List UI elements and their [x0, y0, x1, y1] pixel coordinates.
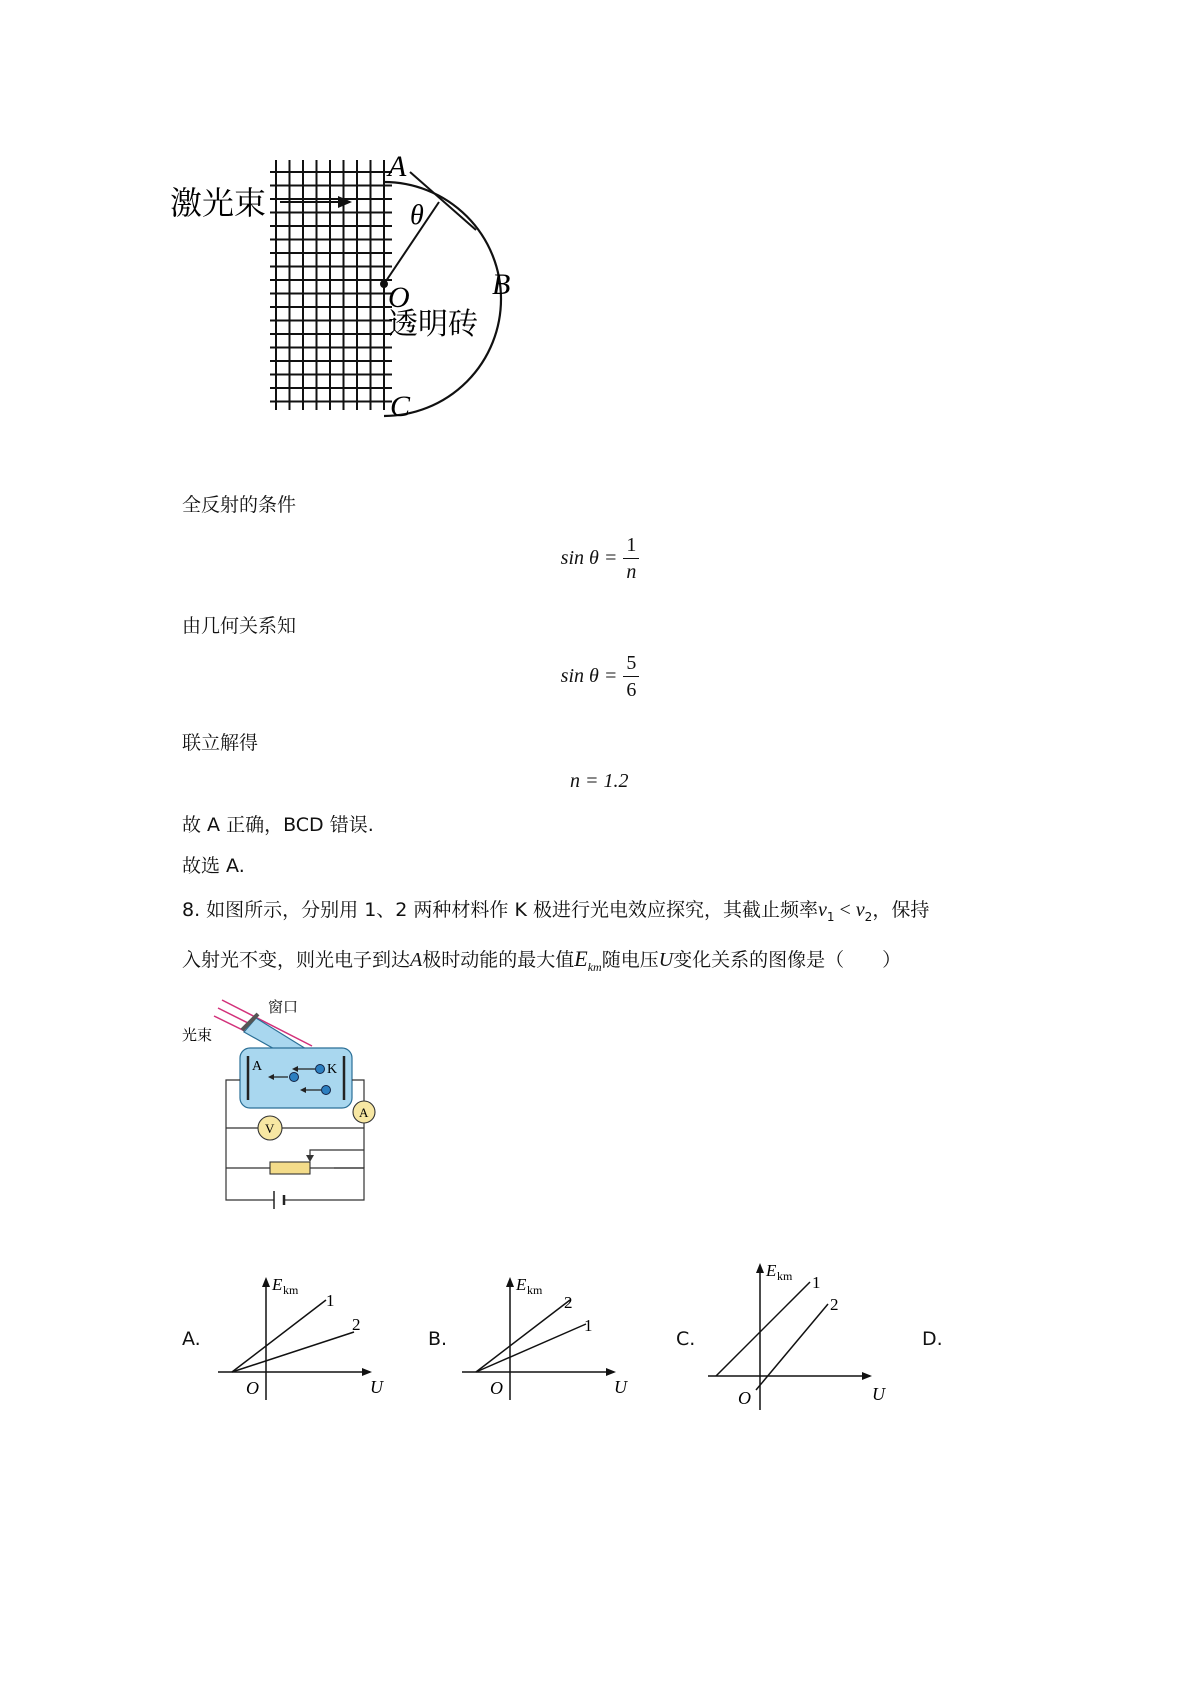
a-electrode-italic: A: [410, 949, 423, 971]
u-symbol: U: [658, 949, 674, 971]
equation-2-numerator: 5: [623, 653, 639, 677]
option-b-curve-label-bottom: 1: [584, 1316, 593, 1335]
option-a-x-axis: U: [370, 1377, 383, 1397]
option-a-line-2: [232, 1332, 354, 1372]
solution-line-1: 全反射的条件: [182, 494, 297, 516]
nu-2-subscript: 2: [864, 909, 873, 924]
option-c-x-axis: U: [872, 1384, 885, 1404]
point-c-label: C: [390, 390, 411, 423]
window-label: 窗口: [268, 998, 299, 1016]
option-a-y-axis-sub: km: [283, 1283, 299, 1297]
electron-dot: [322, 1086, 331, 1095]
option-a-y-axis-e: E: [272, 1275, 283, 1294]
ekm-subscript: km: [587, 959, 602, 974]
equation-2: [400, 653, 800, 700]
option-b-line-1: [476, 1324, 586, 1372]
option-c-y-axis-sub: km: [777, 1269, 793, 1283]
question-text-1b: ，保持: [872, 899, 930, 921]
anode-label: A: [252, 1059, 263, 1074]
solution-line-3: 联立解得: [182, 732, 259, 754]
option-a-label[interactable]: A.: [182, 1328, 201, 1350]
option-b-curve-label-top: 2: [564, 1293, 573, 1312]
brick-label: 透明砖: [388, 307, 478, 342]
cathode-label: K: [327, 1062, 338, 1077]
option-c-curve-label-top: 1: [812, 1273, 821, 1292]
voltmeter-label: V: [265, 1121, 275, 1136]
nu-1: ν: [817, 899, 827, 921]
laser-brick-figure: [170, 150, 590, 470]
option-b-y-axis-e: E: [516, 1275, 527, 1294]
option-b-x-axis: U: [614, 1377, 627, 1397]
point-b-label: B: [492, 268, 511, 301]
option-c-label[interactable]: C.: [676, 1328, 696, 1350]
question-line-2: [182, 946, 901, 980]
option-c-graph[interactable]: [708, 1260, 898, 1420]
option-b-label[interactable]: B.: [428, 1328, 448, 1350]
equation-1-denominator: n: [626, 561, 637, 583]
photoelectric-circuit: [182, 990, 392, 1210]
question-text-2c: 随电压: [601, 949, 659, 971]
option-a-origin: O: [246, 1378, 259, 1398]
equation-2-lhs: sin θ =: [560, 665, 618, 687]
equation-1-lhs: sin θ =: [560, 547, 618, 569]
equation-1: [400, 535, 800, 582]
option-c-line-1: [716, 1282, 810, 1376]
electron-dot: [316, 1065, 325, 1074]
option-b-y-axis-sub: km: [527, 1283, 543, 1297]
option-b-graph[interactable]: [462, 1260, 642, 1410]
rheostat: [270, 1162, 310, 1174]
option-c-curve-label-bottom: 2: [830, 1295, 839, 1314]
nu-2: ν: [855, 899, 865, 921]
beam-label: 光束: [182, 1026, 213, 1044]
option-c-origin: O: [738, 1388, 751, 1408]
option-a-curve-label-bottom: 2: [352, 1315, 361, 1334]
option-c-line-2: [756, 1304, 828, 1390]
solution-line-2: 由几何关系知: [182, 615, 297, 637]
less-than: <: [834, 899, 856, 921]
equation-2-denominator: 6: [626, 679, 637, 701]
point-o-label: O: [388, 281, 410, 314]
solution-line-5: 故选 A.: [182, 855, 245, 877]
theta-label: θ: [410, 200, 424, 231]
solution-line-4: 故 A 正确，BCD 错误.: [182, 814, 374, 836]
option-a-curve-label-top: 1: [326, 1291, 335, 1310]
nu-1-subscript: 1: [826, 909, 835, 924]
ekm-symbol: E: [574, 946, 588, 971]
question-line-1: [182, 897, 929, 930]
question-text-2d: 变化关系的图像是（ ）: [673, 949, 902, 971]
option-b-origin: O: [490, 1378, 503, 1398]
point-a-label: A: [388, 150, 407, 183]
equation-3: n = 1.2: [570, 770, 629, 792]
option-a-line-1: [232, 1300, 326, 1372]
option-a-graph[interactable]: [218, 1260, 398, 1410]
question-text-1a: 8. 如图所示，分别用 1、2 两种材料作 K 极进行光电效应探究，其截止频率: [182, 899, 818, 921]
option-b-line-2: [476, 1300, 570, 1372]
question-text-2a: 入射光不变，则光电子到达: [182, 949, 411, 971]
ammeter-label: A: [359, 1105, 369, 1120]
option-c-y-axis-e: E: [766, 1261, 777, 1280]
question-text-2b: 极时动能的最大值: [422, 949, 575, 971]
equation-1-numerator: 1: [623, 535, 639, 559]
laser-label: 激光束: [170, 184, 267, 222]
option-d-label[interactable]: D.: [922, 1328, 943, 1350]
electron-dot: [290, 1073, 299, 1082]
